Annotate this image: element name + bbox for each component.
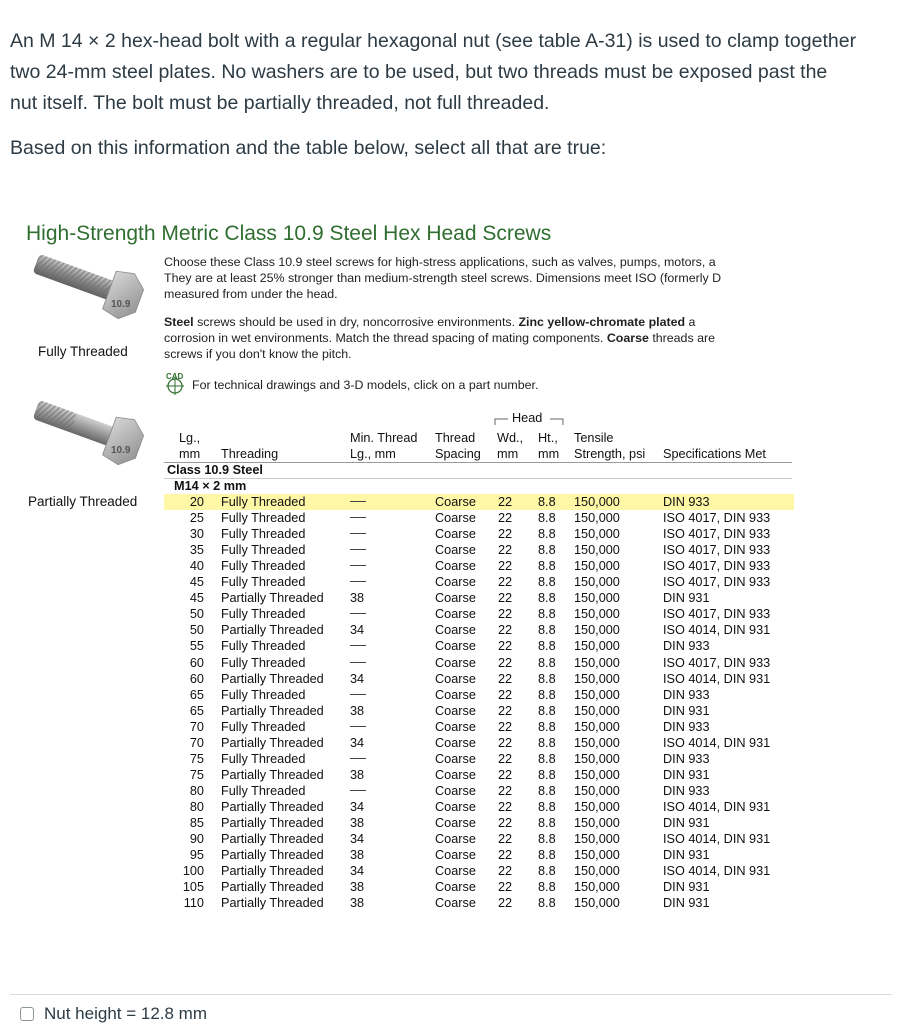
cell-spec: DIN 931 bbox=[663, 848, 710, 863]
cell-ts: 150,000 bbox=[574, 751, 620, 766]
cell-lg: 50 bbox=[189, 607, 204, 622]
cell-lg: 80 bbox=[189, 799, 204, 814]
cell-wd: 22 bbox=[498, 639, 513, 654]
header-head-height-unit: mm bbox=[538, 447, 560, 461]
cell-ht: 8.8 bbox=[538, 864, 556, 879]
cell-ht: 8.8 bbox=[538, 607, 556, 622]
cell-sp: Coarse bbox=[435, 671, 476, 686]
answer-divider bbox=[10, 994, 892, 995]
cell-thr: Partially Threaded bbox=[221, 735, 324, 750]
table-row bbox=[164, 719, 794, 735]
cell-ht: 8.8 bbox=[538, 511, 556, 526]
cell-sp: Coarse bbox=[435, 655, 476, 670]
cell-spec: ISO 4014, DIN 931 bbox=[663, 735, 771, 750]
cell-min: 34 bbox=[350, 623, 365, 638]
cell-sp: Coarse bbox=[435, 799, 476, 814]
cell-thr: Partially Threaded bbox=[221, 623, 324, 638]
cell-spec: DIN 931 bbox=[663, 703, 710, 718]
cell-ts: 150,000 bbox=[574, 799, 620, 814]
cell-sp: Coarse bbox=[435, 767, 476, 782]
cell-spec: DIN 931 bbox=[663, 896, 710, 911]
cell-thr: Partially Threaded bbox=[221, 703, 324, 718]
cell-sp: Coarse bbox=[435, 848, 476, 863]
header-min-thread: Min. Thread bbox=[350, 431, 418, 445]
cell-spec: ISO 4017, DIN 933 bbox=[663, 527, 771, 542]
cell-wd: 22 bbox=[498, 655, 513, 670]
head-group-bracket bbox=[494, 413, 564, 425]
header-lg-unit: mm bbox=[179, 447, 201, 461]
description-line bbox=[164, 330, 796, 346]
cell-sp: Coarse bbox=[435, 864, 476, 879]
cell-wd: 22 bbox=[498, 559, 513, 574]
question-prompt: Based on this information and the table below, select all that are true: bbox=[10, 137, 607, 159]
cell-thr: Partially Threaded bbox=[221, 848, 324, 863]
cell-thr: Fully Threaded bbox=[221, 639, 306, 654]
cell-lg: 110 bbox=[183, 896, 204, 911]
cell-sp: Coarse bbox=[435, 880, 476, 895]
cell-thr: Fully Threaded bbox=[221, 687, 306, 702]
cell-wd: 22 bbox=[498, 687, 513, 702]
cell-sp: Coarse bbox=[435, 575, 476, 590]
bold-text: Zinc yellow-chromate plated bbox=[518, 315, 686, 329]
grade-badge: 10.9 bbox=[111, 299, 131, 310]
table-row bbox=[164, 767, 794, 783]
cell-ts: 150,000 bbox=[574, 767, 620, 782]
cell-lg: 70 bbox=[189, 735, 204, 750]
description-line: They are at least 25% stronger than medium-strength steel screws. Dimensions meet ISO (formerly D bbox=[164, 271, 722, 285]
cell-min: 34 bbox=[350, 799, 365, 814]
cell-sp: Coarse bbox=[435, 896, 476, 911]
description-paragraph-2 bbox=[164, 314, 796, 362]
cell-min: 34 bbox=[350, 832, 365, 847]
table-row bbox=[164, 494, 794, 510]
table-row bbox=[164, 703, 794, 719]
cell-ht: 8.8 bbox=[538, 527, 556, 542]
table-row bbox=[164, 751, 794, 767]
cell-ht: 8.8 bbox=[538, 832, 556, 847]
table-row bbox=[164, 879, 794, 895]
cell-lg: 75 bbox=[189, 767, 204, 782]
question-line: nut itself. The bolt must be partially threaded, not full threaded. bbox=[10, 92, 550, 114]
table-row bbox=[164, 542, 794, 558]
cell-min: 38 bbox=[350, 880, 365, 895]
cell-ts: 150,000 bbox=[574, 527, 620, 542]
answer-label: Nut height = 12.8 mm bbox=[44, 1004, 208, 1023]
cell-sp: Coarse bbox=[435, 687, 476, 702]
cell-thr: Fully Threaded bbox=[221, 575, 306, 590]
cell-wd: 22 bbox=[498, 511, 513, 526]
cell-spec: DIN 931 bbox=[663, 591, 710, 606]
cell-blank-dash bbox=[350, 549, 366, 550]
cell-min: 38 bbox=[350, 816, 365, 830]
cell-ht: 8.8 bbox=[538, 639, 556, 654]
table-row bbox=[164, 574, 794, 590]
cell-ht: 8.8 bbox=[538, 575, 556, 590]
cell-thr: Partially Threaded bbox=[221, 864, 324, 879]
cell-blank-dash bbox=[350, 758, 366, 759]
table-row bbox=[164, 526, 794, 542]
cell-sp: Coarse bbox=[435, 751, 476, 766]
cell-spec: ISO 4014, DIN 931 bbox=[663, 832, 771, 847]
header-thread-spacing: Thread bbox=[435, 431, 476, 445]
cell-ts: 150,000 bbox=[574, 832, 620, 847]
cell-thr: Fully Threaded bbox=[221, 511, 306, 526]
header-specifications: Specifications Met bbox=[663, 447, 766, 461]
cell-lg: 70 bbox=[189, 719, 204, 734]
cell-wd: 22 bbox=[498, 783, 513, 798]
fully-threaded-screw-image bbox=[26, 250, 146, 330]
description-line: measured from under the head. bbox=[164, 287, 338, 301]
header-threading: Threading bbox=[221, 447, 279, 461]
cell-ts: 150,000 bbox=[574, 655, 620, 670]
cad-icon-text: CAD bbox=[166, 372, 184, 381]
bold-text: Steel bbox=[164, 315, 194, 329]
cell-lg: 25 bbox=[189, 511, 204, 526]
partially-threaded-label: Partially Threaded bbox=[28, 494, 138, 509]
cell-thr: Fully Threaded bbox=[221, 527, 306, 542]
answer-checkbox[interactable] bbox=[20, 1007, 34, 1021]
header-tensile-unit: Strength, psi bbox=[574, 447, 646, 461]
table-row bbox=[164, 510, 794, 526]
cell-ts: 150,000 bbox=[574, 495, 620, 509]
cell-thr: Partially Threaded bbox=[221, 671, 324, 686]
cell-wd: 22 bbox=[498, 527, 513, 542]
cell-sp: Coarse bbox=[435, 783, 476, 798]
cell-spec: ISO 4017, DIN 933 bbox=[663, 543, 771, 558]
table-row bbox=[164, 735, 794, 751]
cell-ts: 150,000 bbox=[574, 783, 620, 798]
cell-wd: 22 bbox=[498, 751, 513, 766]
cell-blank-dash bbox=[350, 662, 366, 663]
cell-wd: 22 bbox=[498, 767, 513, 782]
cell-ts: 150,000 bbox=[574, 543, 620, 558]
cell-thr: Fully Threaded bbox=[221, 719, 306, 734]
cell-blank-dash bbox=[350, 501, 366, 502]
cell-ts: 150,000 bbox=[574, 559, 620, 574]
table-row bbox=[164, 638, 794, 654]
cell-lg: 65 bbox=[189, 703, 204, 718]
table-row bbox=[164, 847, 794, 863]
cell-ht: 8.8 bbox=[538, 591, 556, 606]
cell-thr: Partially Threaded bbox=[221, 832, 324, 847]
cell-sp: Coarse bbox=[435, 703, 476, 718]
question-text bbox=[10, 26, 900, 119]
cell-spec: DIN 933 bbox=[663, 783, 710, 798]
cell-ht: 8.8 bbox=[538, 623, 556, 638]
cell-lg: 100 bbox=[182, 864, 204, 879]
cell-ts: 150,000 bbox=[574, 607, 620, 622]
question-line: An M 14 × 2 hex-head bolt with a regular hexagonal nut (see table A-31) is used to clamp together bbox=[10, 30, 857, 52]
cell-lg: 95 bbox=[189, 848, 204, 863]
table-row bbox=[164, 558, 794, 574]
cell-ht: 8.8 bbox=[538, 671, 556, 686]
header-tensile: Tensile bbox=[574, 431, 614, 445]
cell-spec: DIN 933 bbox=[663, 751, 710, 766]
cell-lg: 105 bbox=[182, 880, 204, 895]
description-line: Choose these Class 10.9 steel screws for high-stress applications, such as valves, pumps, motors, a bbox=[164, 255, 716, 269]
cell-sp: Coarse bbox=[435, 832, 476, 847]
cell-thr: Partially Threaded bbox=[221, 591, 324, 606]
cell-min: 34 bbox=[350, 864, 365, 879]
cell-wd: 22 bbox=[498, 543, 513, 558]
description-paragraph-1 bbox=[164, 254, 796, 302]
cell-sp: Coarse bbox=[435, 607, 476, 622]
subsection-label: M14 × 2 mm bbox=[174, 479, 247, 493]
cell-ht: 8.8 bbox=[538, 543, 556, 558]
table-row bbox=[164, 590, 794, 606]
cell-blank-dash bbox=[350, 645, 366, 646]
cell-ht: 8.8 bbox=[538, 687, 556, 702]
cell-wd: 22 bbox=[498, 623, 513, 638]
cell-lg: 50 bbox=[189, 623, 204, 638]
cell-thr: Partially Threaded bbox=[221, 880, 324, 895]
section-divider bbox=[164, 478, 792, 479]
description-text: a bbox=[685, 315, 696, 329]
cell-spec: DIN 933 bbox=[663, 719, 710, 734]
description-line: screws if you don't know the pitch. bbox=[164, 347, 352, 361]
cell-ts: 150,000 bbox=[574, 511, 620, 526]
cell-wd: 22 bbox=[498, 575, 513, 590]
cell-lg: 75 bbox=[189, 751, 204, 766]
cell-sp: Coarse bbox=[435, 559, 476, 574]
cell-wd: 22 bbox=[498, 607, 513, 622]
cell-lg: 30 bbox=[189, 527, 204, 542]
cell-blank-dash bbox=[350, 790, 366, 791]
cell-ts: 150,000 bbox=[574, 671, 620, 686]
table-row bbox=[164, 815, 794, 831]
cell-wd: 22 bbox=[498, 896, 513, 911]
cell-lg: 35 bbox=[189, 543, 204, 558]
cell-min: 38 bbox=[350, 848, 365, 863]
cell-blank-dash bbox=[350, 581, 366, 582]
cell-thr: Fully Threaded bbox=[221, 543, 306, 558]
cell-wd: 22 bbox=[498, 799, 513, 814]
cell-wd: 22 bbox=[498, 703, 513, 718]
description-line bbox=[164, 314, 796, 330]
cell-ht: 8.8 bbox=[538, 559, 556, 574]
partially-threaded-screw-image bbox=[26, 396, 146, 476]
head-group-label: Head bbox=[512, 411, 543, 425]
cell-ts: 150,000 bbox=[574, 639, 620, 654]
cell-thr: Fully Threaded bbox=[221, 495, 306, 509]
cell-thr: Partially Threaded bbox=[221, 896, 324, 911]
table-row bbox=[164, 622, 794, 638]
table-row bbox=[164, 799, 794, 815]
cell-spec: ISO 4017, DIN 933 bbox=[663, 511, 771, 526]
cell-spec: ISO 4017, DIN 933 bbox=[663, 607, 771, 622]
cell-ts: 150,000 bbox=[574, 880, 620, 895]
cell-ht: 8.8 bbox=[538, 495, 556, 509]
catalog-title: High-Strength Metric Class 10.9 Steel Hex Head Screws bbox=[26, 222, 552, 245]
cell-ts: 150,000 bbox=[574, 591, 620, 606]
bold-text: Coarse bbox=[606, 331, 649, 345]
cell-wd: 22 bbox=[498, 495, 513, 509]
cell-sp: Coarse bbox=[435, 495, 476, 509]
cell-thr: Partially Threaded bbox=[221, 799, 324, 814]
cell-min: 38 bbox=[350, 896, 365, 911]
cell-ht: 8.8 bbox=[538, 719, 556, 734]
cell-ts: 150,000 bbox=[574, 848, 620, 863]
cell-blank-dash bbox=[350, 726, 366, 727]
cell-lg: 60 bbox=[189, 671, 204, 686]
cell-thr: Fully Threaded bbox=[221, 783, 306, 798]
cell-ht: 8.8 bbox=[538, 783, 556, 798]
question-line: two 24-mm steel plates. No washers are to be used, but two threads must be exposed past the bbox=[10, 61, 828, 83]
cell-sp: Coarse bbox=[435, 623, 476, 638]
cell-ts: 150,000 bbox=[574, 623, 620, 638]
cell-lg: 90 bbox=[189, 832, 204, 847]
header-thread-spacing-2: Spacing bbox=[435, 447, 481, 461]
cell-lg: 40 bbox=[189, 559, 204, 574]
grade-badge: 10.9 bbox=[111, 445, 131, 456]
header-head-height: Ht., bbox=[538, 431, 558, 445]
header-head-width: Wd., bbox=[497, 431, 524, 445]
cell-ts: 150,000 bbox=[574, 575, 620, 590]
cell-lg: 80 bbox=[189, 783, 204, 798]
catalog-figure bbox=[0, 220, 910, 950]
table-row bbox=[164, 655, 794, 671]
cell-ht: 8.8 bbox=[538, 703, 556, 718]
cell-ts: 150,000 bbox=[574, 687, 620, 702]
cell-blank-dash bbox=[350, 613, 366, 614]
cell-lg: 60 bbox=[189, 655, 204, 670]
cell-thr: Fully Threaded bbox=[221, 559, 306, 574]
cell-blank-dash bbox=[350, 694, 366, 695]
cell-sp: Coarse bbox=[435, 543, 476, 558]
cell-spec: ISO 4014, DIN 931 bbox=[663, 864, 771, 879]
cell-thr: Fully Threaded bbox=[221, 655, 306, 670]
cell-wd: 22 bbox=[498, 880, 513, 895]
cell-wd: 22 bbox=[498, 816, 513, 830]
cell-ht: 8.8 bbox=[538, 896, 556, 911]
cell-min: 38 bbox=[350, 703, 365, 718]
cell-ts: 150,000 bbox=[574, 719, 620, 734]
cell-blank-dash bbox=[350, 565, 366, 566]
cell-wd: 22 bbox=[498, 719, 513, 734]
cell-spec: ISO 4014, DIN 931 bbox=[663, 623, 771, 638]
cell-spec: DIN 933 bbox=[663, 687, 710, 702]
table-row bbox=[164, 895, 794, 911]
cell-ht: 8.8 bbox=[538, 655, 556, 670]
cell-sp: Coarse bbox=[435, 639, 476, 654]
cell-thr: Fully Threaded bbox=[221, 751, 306, 766]
cell-spec: ISO 4014, DIN 931 bbox=[663, 671, 771, 686]
table-row bbox=[164, 671, 794, 687]
cell-sp: Coarse bbox=[435, 735, 476, 750]
table-row bbox=[164, 606, 794, 622]
table-row bbox=[164, 783, 794, 799]
cell-ht: 8.8 bbox=[538, 735, 556, 750]
cell-spec: ISO 4014, DIN 931 bbox=[663, 799, 771, 814]
cell-ts: 150,000 bbox=[574, 896, 620, 911]
description-text: threads are bbox=[648, 331, 715, 345]
cell-min: 34 bbox=[350, 671, 365, 686]
cell-spec: ISO 4017, DIN 933 bbox=[663, 655, 771, 670]
cell-lg: 20 bbox=[189, 495, 204, 509]
cell-ts: 150,000 bbox=[574, 816, 620, 830]
cell-ht: 8.8 bbox=[538, 751, 556, 766]
cell-sp: Coarse bbox=[435, 511, 476, 526]
cell-ht: 8.8 bbox=[538, 848, 556, 863]
cell-wd: 22 bbox=[498, 832, 513, 847]
cell-sp: Coarse bbox=[435, 527, 476, 542]
cell-ts: 150,000 bbox=[574, 703, 620, 718]
cell-spec: ISO 4017, DIN 933 bbox=[663, 559, 771, 574]
cad-icon bbox=[164, 372, 186, 395]
section-label: Class 10.9 Steel bbox=[167, 463, 263, 477]
cad-note bbox=[164, 372, 539, 395]
table-row bbox=[164, 831, 794, 847]
cell-spec: DIN 931 bbox=[663, 880, 710, 895]
cell-wd: 22 bbox=[498, 735, 513, 750]
cell-lg: 65 bbox=[189, 687, 204, 702]
cell-wd: 22 bbox=[498, 848, 513, 863]
cell-sp: Coarse bbox=[435, 719, 476, 734]
cell-thr: Partially Threaded bbox=[221, 767, 324, 782]
fully-threaded-label: Fully Threaded bbox=[38, 344, 128, 359]
cell-ht: 8.8 bbox=[538, 816, 556, 830]
cell-wd: 22 bbox=[498, 671, 513, 686]
header-lg: Lg., bbox=[179, 431, 201, 445]
cell-wd: 22 bbox=[498, 864, 513, 879]
cell-min: 34 bbox=[350, 735, 365, 750]
cell-lg: 45 bbox=[189, 591, 204, 606]
cell-ts: 150,000 bbox=[574, 864, 620, 879]
cell-ht: 8.8 bbox=[538, 799, 556, 814]
table-row bbox=[164, 687, 794, 703]
cell-spec: ISO 4017, DIN 933 bbox=[663, 575, 771, 590]
cell-lg: 45 bbox=[189, 575, 204, 590]
cell-min: 38 bbox=[350, 767, 365, 782]
cell-lg: 85 bbox=[189, 816, 204, 830]
cell-thr: Fully Threaded bbox=[221, 607, 306, 622]
cell-ht: 8.8 bbox=[538, 767, 556, 782]
description-text: corrosion in wet environments. Match the thread spacing of mating components. bbox=[164, 331, 607, 345]
cell-blank-dash bbox=[350, 533, 366, 534]
cell-thr: Partially Threaded bbox=[221, 816, 324, 830]
cell-ts: 150,000 bbox=[574, 735, 620, 750]
header-min-thread-unit: Lg., mm bbox=[350, 447, 396, 461]
cell-spec: DIN 933 bbox=[663, 495, 710, 509]
cell-min: 38 bbox=[350, 591, 365, 606]
cad-note-text: For technical drawings and 3-D models, click on a part number. bbox=[192, 378, 539, 392]
cell-lg: 55 bbox=[189, 639, 204, 654]
cell-blank-dash bbox=[350, 517, 366, 518]
cell-spec: DIN 931 bbox=[663, 767, 710, 782]
cell-sp: Coarse bbox=[435, 816, 476, 830]
cell-ht: 8.8 bbox=[538, 880, 556, 895]
cell-spec: DIN 933 bbox=[663, 639, 710, 654]
description-text: screws should be used in dry, noncorrosive environments. bbox=[193, 315, 519, 329]
answer-option[interactable] bbox=[20, 1004, 207, 1024]
cell-spec: DIN 931 bbox=[663, 816, 710, 830]
table-row bbox=[164, 863, 794, 879]
cell-sp: Coarse bbox=[435, 591, 476, 606]
header-head-width-unit: mm bbox=[497, 447, 519, 461]
cell-wd: 22 bbox=[498, 591, 513, 606]
